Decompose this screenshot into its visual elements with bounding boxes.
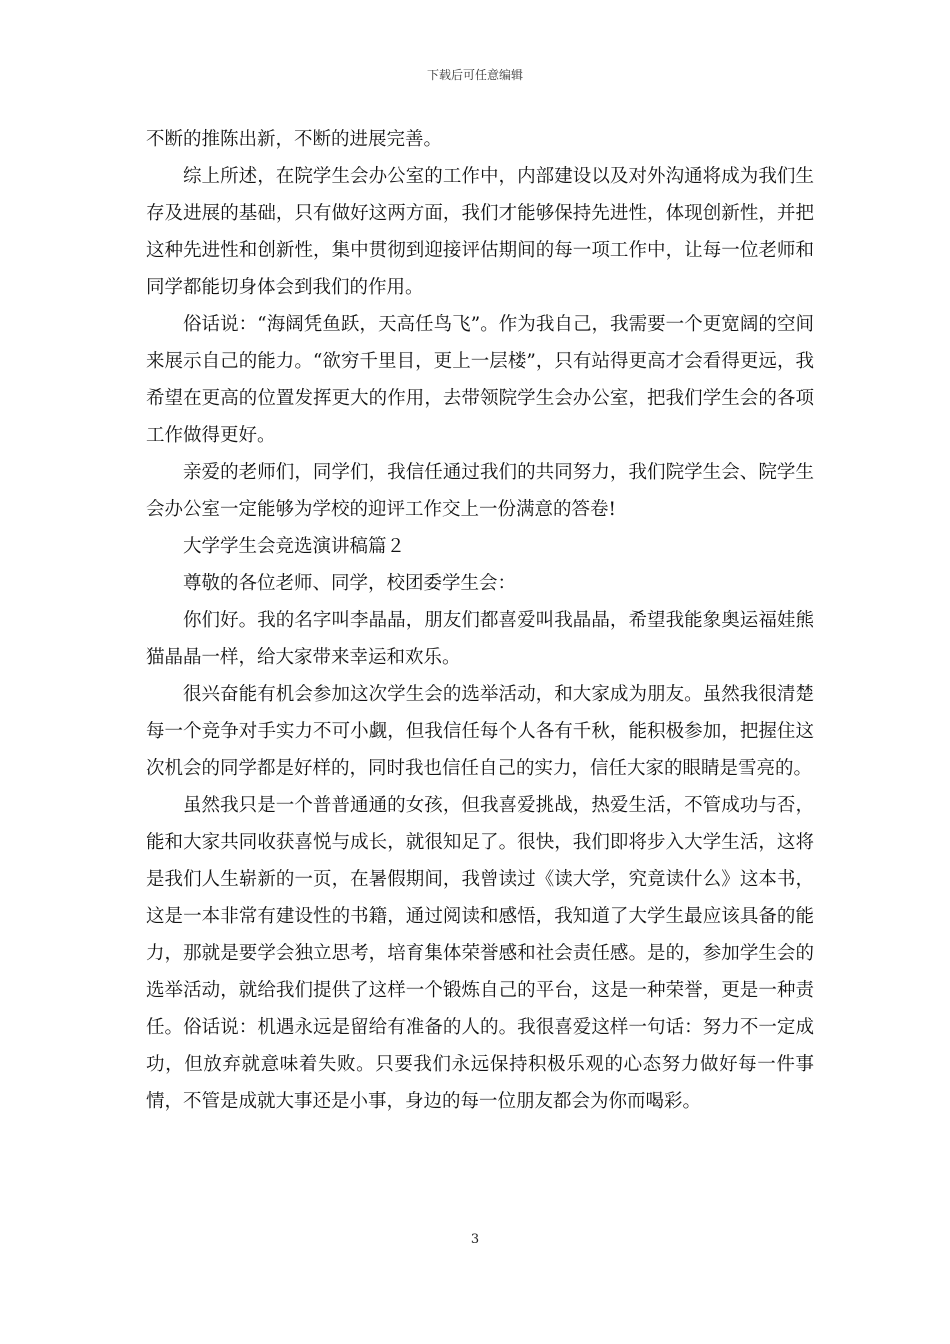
paragraph-proverb: 俗话说：“海阔凭鱼跃，天高任鸟飞”。作为我自己，我需要一个更宽阔的空间来展示自己的能力。“欲穷千里目，更上一层楼”，只有站得更高才会看得更远，我希望在更高的位置发挥更大的作用，去带领院学生会办公室，把我们学生会的各项工作做得更好。 xyxy=(146,314,814,446)
paragraph-greeting: 你们好。我的名字叫李晶晶，朋友们都喜爱叫我晶晶，希望我能象奥运福娃熊猫晶晶一样，给大家带来幸运和欢乐。 xyxy=(146,610,814,668)
paragraph-summary: 综上所述，在院学生会办公室的工作中，内部建设以及对外沟通将成为我们生存及进展的基础，只有做好这两方面，我们才能够保持先进性，体现创新性，并把这种先进性和创新性，集中贯彻到迎接评估期间的每一项工作中，让每一位老师和同学都能切身体会到我们的作用。 xyxy=(146,166,814,298)
paragraph-salutation: 尊敬的各位老师、同学，校团委学生会： xyxy=(183,573,517,594)
paragraph-challenge: 虽然我只是一个普普通通的女孩，但我喜爱挑战，热爱生活，不管成功与否，能和大家共同收获喜悦与成长，就很知足了。很快，我们即将步入大学生活，这将是我们人生崭新的一页，在暑假期间，我曾读过《读大学，究竟读什么》这本书，这是一本非常有建设性的书籍，通过阅读和感悟，我知道了大学生最应该具备的能力，那就是要学会独立思考，培育集体荣誉感和社会责任感。是的，参加学生会的选举活动，就给我们提供了这样一个锻炼自己的平台，这是一种荣誉，更是一种责任。俗话说：机遇永远是留给有准备的人的。我很喜爱这样一句话：努力不一定成功，但放弃就意味着失败。只要我们永远保持积极乐观的心态努力做好每一件事情，不管是成就大事还是小事，身边的每一位朋友都会为你而喝彩。 xyxy=(146,795,814,1112)
page-header: 下载后可任意编辑 xyxy=(426,68,523,82)
section-title: 大学学生会竞选演讲稿篇２ xyxy=(183,536,406,557)
document-body xyxy=(146,121,814,1120)
paragraph-election: 很兴奋能有机会参加这次学生会的选举活动，和大家成为朋友。虽然我很清楚每一个竞争对手实力不可小觑，但我信任每个人各有千秋，能积极参加，把握住这次机会的同学都是好样的，同时我也信任自己的实力，信任大家的眼睛是雪亮的。 xyxy=(146,684,814,779)
paragraph-continuation: 不断的推陈出新，不断的进展完善。 xyxy=(146,129,443,150)
page-number: 3 xyxy=(470,1232,480,1247)
paragraph-closing: 亲爱的老师们，同学们，我信任通过我们的共同努力，我们院学生会、院学生会办公室一定能够为学校的迎评工作交上一份满意的答卷! xyxy=(146,462,814,520)
